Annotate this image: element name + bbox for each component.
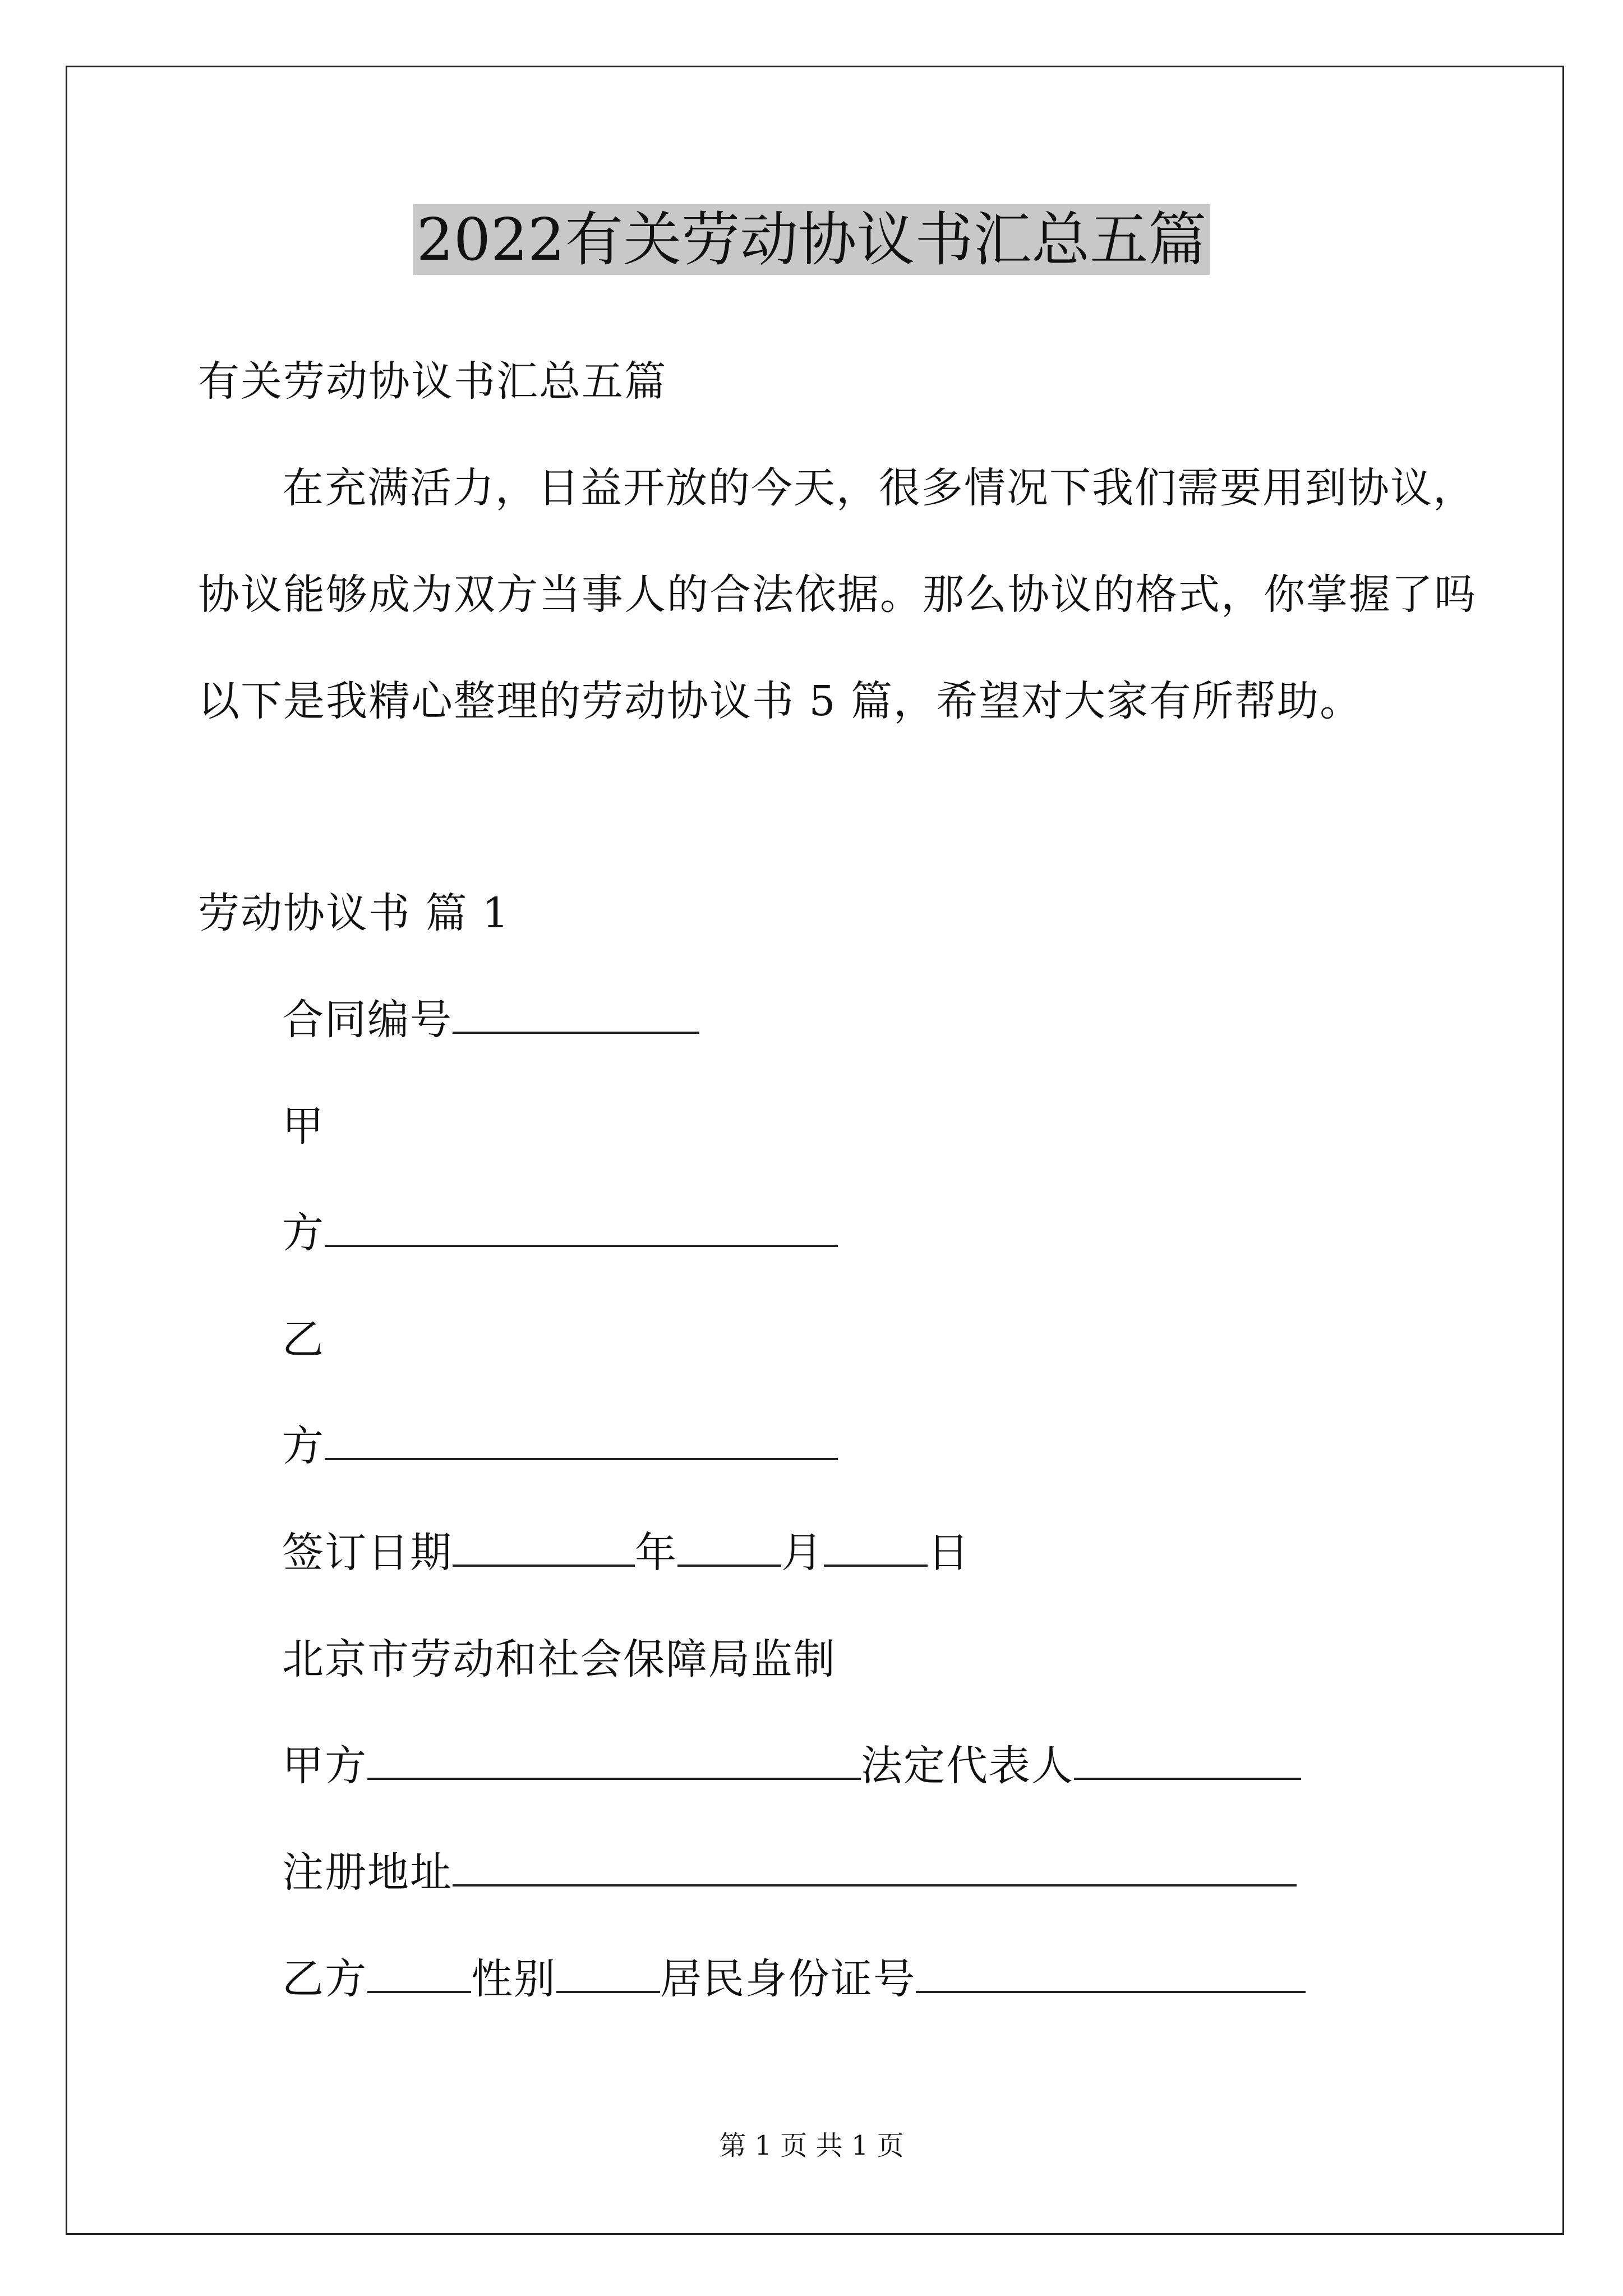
reg-address-label: 注册地址	[282, 1848, 453, 1897]
party-b-blank	[367, 1954, 471, 1993]
contract-number-label: 合同编号	[282, 996, 453, 1044]
section-heading: 劳动协议书 篇 1	[198, 889, 510, 937]
day-label: 日	[928, 1529, 970, 1577]
sign-day-blank	[824, 1527, 928, 1567]
sign-year-blank	[453, 1527, 635, 1567]
party-a-name-row	[282, 1205, 838, 1261]
month-label: 月	[781, 1529, 824, 1577]
legal-rep-blank	[1074, 1741, 1301, 1780]
party-a-char: 甲	[282, 1102, 325, 1151]
contract-number-blank	[453, 995, 699, 1034]
party-b-name-row	[282, 1418, 838, 1474]
page-footer: 第 1 页 共 1 页	[719, 2130, 904, 2161]
party-a-fang-label: 方	[282, 1209, 325, 1257]
subtitle: 有关劳动协议书汇总五篇	[198, 357, 667, 406]
party-a-name-blank	[325, 1208, 838, 1247]
document-title-text: 2022有关劳动协议书汇总五篇	[413, 204, 1210, 275]
gender-label: 性别	[471, 1955, 556, 2003]
id-blank	[916, 1954, 1306, 1993]
reg-address-row	[282, 1844, 1297, 1901]
party-a-label: 甲方	[282, 1742, 367, 1790]
document-title	[0, 200, 1623, 279]
party-b-info-row	[282, 1951, 1306, 2007]
gender-blank	[556, 1954, 660, 1993]
sign-date-label: 签订日期	[282, 1529, 453, 1577]
legal-rep-label: 法定代表人	[861, 1742, 1074, 1790]
reg-address-blank	[453, 1847, 1297, 1887]
sign-date-row	[282, 1525, 970, 1581]
intro-line-1: 在充满活力，日益开放的今天，很多情况下我们需要用到协议，	[282, 464, 1476, 512]
party-b-label: 乙方	[282, 1955, 367, 2003]
contract-number-row	[282, 992, 699, 1048]
id-label: 居民身份证号	[660, 1955, 916, 2003]
intro-line-2: 协议能够成为双方当事人的合法依据。那么协议的格式，你掌握了吗	[198, 570, 1477, 619]
sign-month-blank	[677, 1527, 781, 1567]
party-b-name-blank	[325, 1421, 838, 1460]
party-a-legal-row	[282, 1738, 1301, 1794]
supervisor-line: 北京市劳动和社会保障局监制	[282, 1635, 836, 1683]
party-b-fang-label: 方	[282, 1422, 325, 1470]
party-b-char: 乙	[282, 1315, 325, 1364]
intro-line-3: 以下是我精心整理的劳动协议书 5 篇，希望对大家有所帮助。	[198, 677, 1363, 725]
party-a-blank	[367, 1741, 861, 1780]
year-label: 年	[635, 1529, 677, 1577]
